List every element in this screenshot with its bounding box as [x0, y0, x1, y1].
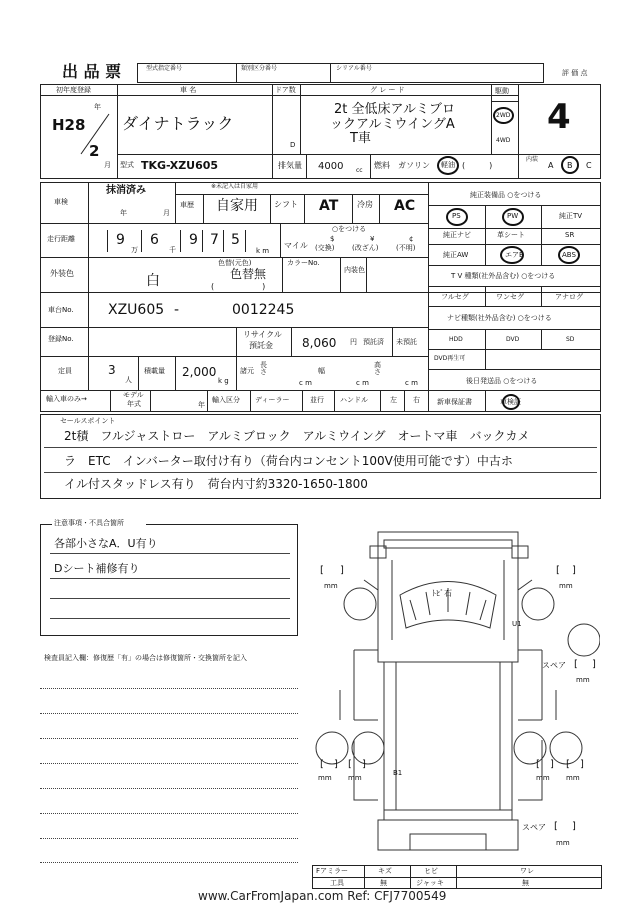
tv-fullseg: フルセグ: [441, 293, 469, 301]
fuel-label: 燃料: [374, 161, 390, 170]
recycle-unpaid: 未預託: [396, 338, 417, 346]
capacity-unit: 人: [125, 376, 132, 384]
navi-dvd: DVD: [506, 336, 520, 343]
mileage-swap-sym: ¥: [370, 235, 375, 243]
mileage-unknown: (不明): [396, 244, 416, 252]
vehicle-name: ダイナトラック: [122, 114, 234, 133]
fuel-diesel: 軽油: [441, 161, 455, 169]
option-navi: 純正ナビ: [443, 231, 471, 239]
import-dealer: ディーラー: [255, 396, 290, 404]
after-header: 後日発送品 ○をつける: [466, 377, 538, 385]
chassis-value-2: 0012245: [232, 302, 295, 318]
drive-label: 駆動: [495, 87, 509, 95]
reg-no-label: 登録No.: [48, 335, 74, 343]
interior-color-label: 内装色: [344, 266, 365, 274]
sales-line-2: ラ ETC インバーター取付け有り（荷台内コンセント100V使用可能です）中古ホ: [64, 454, 513, 468]
dims-width-unit: c m: [356, 379, 369, 387]
recycle-unit: 円: [350, 338, 357, 346]
grade-label: グ レ ー ド: [370, 86, 405, 94]
mileage-label: 走行距離: [47, 235, 75, 243]
after-inspection-circle: [502, 394, 520, 410]
mileage-km-unit: k m: [256, 247, 270, 255]
mileage-digit-4: 7: [210, 232, 219, 248]
mileage-digit-2: 6: [150, 232, 159, 248]
spare-label-top: スペア: [542, 661, 566, 670]
color-no-label: カラーNo.: [287, 259, 320, 267]
after-inspection-cert: 車検証: [500, 398, 521, 406]
spare-label-bottom: スペア: [522, 823, 546, 832]
rear-left-1-bracket-close: ]: [334, 759, 338, 770]
interior-b: B: [567, 161, 573, 170]
tools-header-1: Fアミラー: [316, 867, 349, 875]
import-parallel: 並行: [310, 396, 324, 404]
repaint-paren: ( ): [211, 282, 266, 291]
option-abs: ABS: [562, 251, 576, 259]
recycle-value: 8,060: [302, 336, 337, 350]
rear-right-2-bracket-open: [: [566, 759, 570, 770]
import-left: 左: [390, 396, 397, 404]
dims-width: 幅: [318, 367, 325, 375]
mileage-circle-note: ○をつける: [332, 225, 367, 233]
option-ps-circle: [446, 208, 468, 226]
rear-left-1-bracket-open: [: [320, 759, 324, 770]
mileage-sen-unit: 千: [169, 246, 176, 254]
chassis-value-1: XZU605: [108, 302, 165, 318]
chassis-label: 車台No.: [48, 306, 74, 314]
history-value: 自家用: [216, 198, 258, 214]
model-cert-label: 型式指定番号: [146, 65, 183, 72]
rear-right-2-mm: mm: [566, 774, 580, 782]
mileage-digit-3: 9: [189, 232, 198, 248]
navi-hdd: HDD: [449, 336, 463, 343]
load-unit: k g: [218, 377, 229, 385]
interior-label: 内装: [526, 156, 539, 163]
front-left-mm: mm: [324, 582, 338, 590]
doors-label: ドア数: [275, 86, 296, 94]
dims-label: 諸元: [240, 367, 254, 375]
interior-c: C: [586, 161, 592, 170]
option-aw: 純正AW: [443, 251, 469, 259]
dvd-playback: DVD再生可: [434, 355, 466, 362]
tv-oneseg: ワンセグ: [496, 293, 524, 301]
rear-left-2-bracket-close: ]: [362, 759, 366, 770]
sales-label: セールスポイント: [60, 417, 116, 425]
mileage-man-unit: 万: [131, 246, 138, 254]
rear-right-1-bracket-close: ]: [550, 759, 554, 770]
spare-top-mm: mm: [576, 676, 590, 684]
diagram-b1: B1: [393, 769, 403, 777]
repaint-label: 色替(元色): [218, 259, 252, 267]
option-abs-circle: [558, 246, 580, 264]
diagram-stone-chip: ﾄﾋﾞ石: [432, 589, 452, 598]
mileage-exchange: (交換): [315, 244, 335, 252]
sheet-title: 出 品 票: [62, 62, 122, 81]
shift-label: シフト: [274, 200, 298, 209]
front-left-bracket-open: [: [320, 565, 324, 576]
option-pw-circle: [502, 208, 524, 226]
rear-left-2-mm: mm: [348, 774, 362, 782]
import-right: 右: [413, 396, 420, 404]
load-label: 積載量: [144, 367, 165, 375]
load-value: 2,000: [182, 365, 217, 379]
cc-label: 排気量: [278, 161, 302, 170]
option-leather: 革シート: [497, 231, 525, 239]
grade-line-1: 2t 全低床アルミブロ: [334, 102, 455, 117]
note-line-1: 各部小さなA．U有り: [54, 537, 158, 550]
cc-value: 4000: [318, 161, 344, 172]
tools-row-2: 無: [380, 879, 387, 887]
registration-label: 初年度登録: [56, 86, 91, 94]
tools-row-3: ジャッキ: [416, 879, 444, 887]
dims-length-unit: c m: [299, 379, 312, 387]
serial-label: シリアル番号: [336, 65, 372, 72]
mileage-exchange-sym: $: [330, 235, 335, 243]
fuel-paren: ( ): [462, 161, 493, 170]
registration-month-unit: 月: [104, 161, 111, 169]
options-header: 純正装備品 ○をつける: [470, 191, 542, 199]
front-right-bracket-close: ]: [572, 565, 576, 576]
dims-height: 高さ: [374, 361, 381, 376]
option-sr: SR: [565, 231, 575, 239]
sales-line-1: 2t積 フルジャストロー アルミブロック アルミウイング オートマ車 バックカメ: [64, 429, 530, 443]
drive-4wd: 4WD: [496, 137, 511, 144]
footer-watermark: www.CarFromJapan.com Ref: CFJ7700549: [198, 889, 447, 903]
history-label: 車歴: [180, 201, 194, 209]
doors-suffix: D: [290, 141, 296, 149]
option-airbag: エアB: [505, 251, 524, 259]
tools-row-1: 工具: [330, 879, 344, 887]
shift-value: AT: [319, 198, 339, 214]
rear-left-1-mm: mm: [318, 774, 332, 782]
rear-right-1-bracket-open: [: [536, 759, 540, 770]
mileage-digit-5: 5: [231, 232, 240, 248]
vehicle-name-label: 車 名: [180, 86, 197, 94]
option-ps: PS: [452, 212, 461, 220]
option-tv: 純正TV: [559, 212, 583, 220]
mileage-mile: マイル: [284, 241, 308, 250]
rear-left-2-bracket-open: [: [348, 759, 352, 770]
front-left-bracket-close: ]: [340, 565, 344, 576]
import-label: 輸入車のみ→: [46, 395, 87, 403]
score-value: 4: [547, 97, 571, 137]
tools-header-2: キズ: [378, 867, 392, 875]
grade-line-2: ックアルミウイングA: [330, 117, 455, 132]
interior-a: A: [548, 161, 554, 170]
category-label: 類別区分番号: [241, 65, 278, 72]
dims-height-unit: c m: [405, 379, 418, 387]
grade-line-3: T車: [350, 131, 371, 146]
spare-bottom-bracket-close: ]: [572, 821, 576, 832]
front-right-bracket-open: [: [556, 565, 560, 576]
note-line-2: Dシート補修有り: [54, 562, 140, 575]
history-note: ※未記入は自家用: [211, 183, 259, 190]
import-handle: ハンドル: [340, 396, 368, 404]
mileage-swap: (改ざん): [352, 244, 379, 252]
import-year-unit: 年: [198, 401, 205, 409]
truck-diagram: [300, 520, 600, 860]
capacity-value: 3: [108, 363, 116, 377]
recycle-label-2: 預託金: [249, 341, 273, 350]
sales-line-3: イル付スタッドレス有り 荷台内寸約3320-1650-1800: [64, 477, 368, 491]
tools-header-3: ヒビ: [424, 867, 438, 875]
color-label: 外装色: [50, 269, 74, 278]
drive-2wd-circle: [493, 107, 514, 124]
score-label: 評 価 点: [562, 69, 588, 77]
after-warranty: 新車保証書: [437, 398, 472, 406]
spare-top-bracket-open: [: [574, 659, 578, 670]
cc-unit: cc: [356, 167, 363, 174]
mileage-digit-1: 9: [116, 232, 125, 248]
repaint-value: 色替無: [230, 267, 267, 281]
inspection-value: 抹消済み: [106, 185, 146, 196]
notes-label: 注意事項・不具合箇所: [54, 519, 124, 527]
model-value: TKG-XZU605: [141, 159, 219, 172]
front-right-mm: mm: [559, 582, 573, 590]
registration-month: 2: [89, 142, 100, 160]
import-category-label: 輸入区分: [212, 396, 240, 404]
navi-sd: SD: [566, 336, 575, 343]
chassis-dash: -: [174, 302, 180, 318]
navi-header: ナビ種類(社外品含む) ○をつける: [447, 314, 552, 322]
ac-label: 冷房: [357, 200, 373, 209]
tools-row-4: 無: [522, 879, 529, 887]
spare-top-bracket-close: ]: [592, 659, 596, 670]
capacity-label: 定員: [58, 367, 72, 375]
fuel-diesel-circle: [437, 156, 459, 175]
registration-year: H28: [52, 116, 86, 134]
color-value: 白: [146, 273, 160, 289]
model-label: 型式: [120, 161, 134, 169]
recycle-paid: 預託済: [363, 338, 384, 346]
mileage-unknown-sym: ¢: [409, 235, 414, 243]
ac-value: AC: [394, 198, 416, 214]
inspection-month-unit: 月: [163, 209, 170, 217]
spare-bottom-mm: mm: [556, 839, 570, 847]
option-pw: PW: [507, 212, 519, 220]
rear-right-1-mm: mm: [536, 774, 550, 782]
inspection-year-unit: 年: [120, 209, 127, 217]
recycle-label-1: リサイクル: [243, 330, 282, 339]
tools-header-4: ワレ: [520, 867, 534, 875]
diagram-u1: U1: [512, 620, 522, 628]
option-airbag-circle: [500, 246, 524, 264]
spare-bottom-bracket-open: [: [554, 821, 558, 832]
inspector-label: 検査員記入欄：修復歴「有」の場合は修復箇所・交換箇所を記入: [44, 654, 247, 662]
import-model-year-1: モデル: [123, 391, 144, 399]
registration-year-unit: 年: [94, 103, 101, 111]
interior-b-circle: [561, 156, 579, 174]
import-model-year-2: 年式: [127, 400, 141, 408]
tv-analog: アナログ: [555, 293, 583, 301]
tv-header: T V 種類(社外品含む) ○をつける: [451, 272, 556, 280]
drive-2wd: 2WD: [496, 112, 511, 119]
inspection-label: 車検: [54, 198, 68, 206]
dims-length: 長さ: [260, 361, 267, 376]
rear-right-2-bracket-close: ]: [580, 759, 584, 770]
fuel-gasoline: ガソリン: [398, 161, 430, 170]
